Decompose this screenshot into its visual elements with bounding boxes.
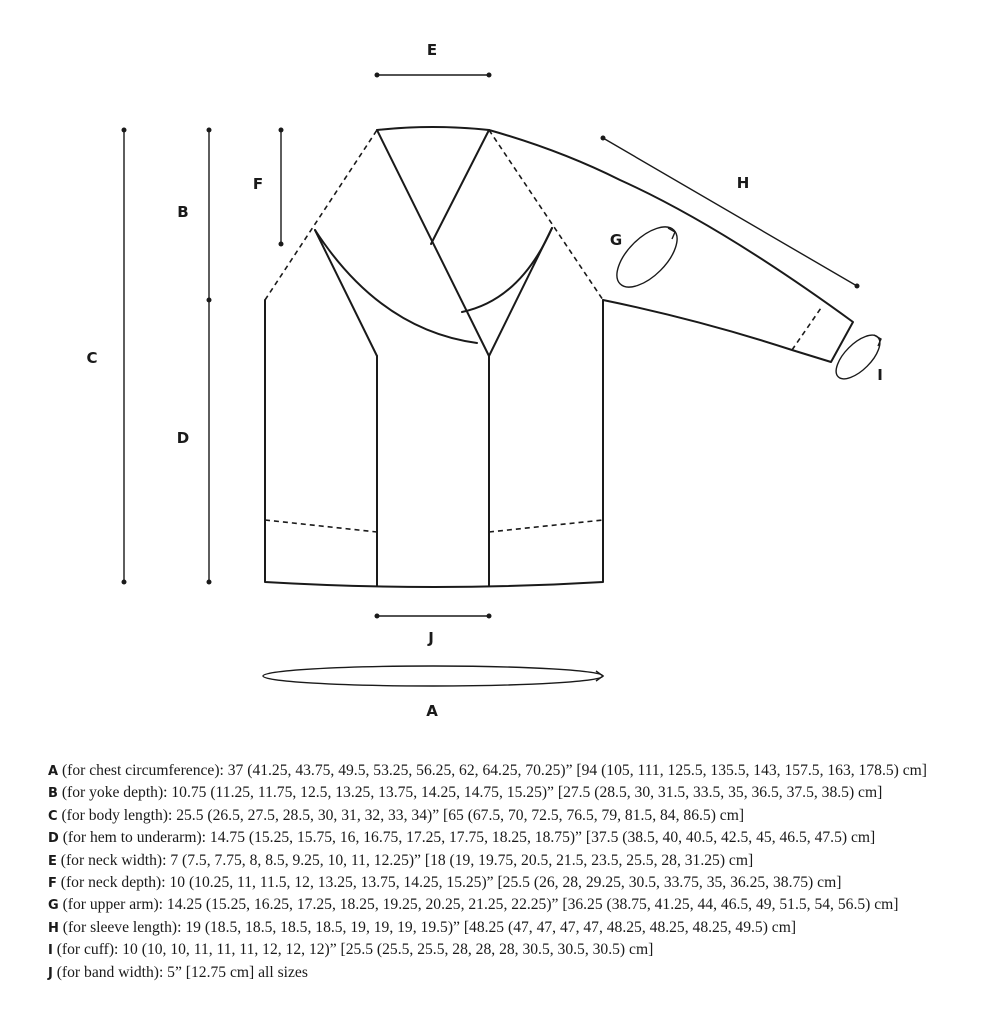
legend-text: (for sleeve length): 19 (18.5, 18.5, 18.5, 18.5, 19, 19, 19, 19.5)” [48.25 (47, 47, 47, 47, 48.25, 48.25, 48.25, 49.5) cm] [58,918,797,936]
label-E: E [426,41,438,59]
legend-item-A [48,760,968,782]
label-H: H [736,174,750,192]
cuff-line [792,308,821,350]
legend-text: (for body length): 25.5 (26.5, 27.5, 28.5, 30, 31, 32, 33, 34)” [65 (67.5, 70, 72.5, 76.5, 79, 81.5, 84, 86.5) cm] [57,806,745,824]
label-B: B [177,203,189,221]
legend-item-I [48,939,968,961]
legend-key: D [48,831,59,847]
legend-text: (for cuff): 10 (10, 10, 11, 11, 11, 12, 12, 12)” [25.5 (25.5, 25.5, 28, 28, 28, 30.5, 30.5, 30.5) cm] [52,941,654,959]
neck-back-curve [377,127,489,130]
legend-text: (for upper arm): 14.25 (15.25, 16.25, 17.25, 18.25, 19.25, 20.25, 21.25, 22.25)” [36.25 (38.75, 41.25, 44, 46.5, 49, 51.5, 54, 56.5) cm] [58,896,899,914]
label-D: D [176,429,190,447]
legend-key: H [48,920,59,936]
label-J: J [428,629,434,647]
legend-key: J [48,965,53,981]
legend-text: (for neck depth): 10 (10.25, 11, 11.5, 12, 13.25, 13.75, 14.25, 15.25)” [25.5 (26, 28, 29.25, 30.5, 33.75, 35, 36.25, 38.75) cm] [56,873,842,891]
legend-item-G [48,894,968,916]
legend-key: F [48,875,57,891]
legend-key: E [48,853,57,869]
legend-item-H [48,917,968,939]
legend-text: (for yoke depth): 10.75 (11.25, 11.75, 12.5, 13.25, 13.75, 14.25, 14.75, 15.25)” [27.5 (28.5, 30, 31.5, 33.5, 35, 36.5, 37.5, 38.5) cm] [57,784,883,802]
right-raglan-line [489,130,603,300]
right-hem-band-line [489,520,603,532]
chest-arrow-icon [596,671,603,681]
legend-item-F [48,872,968,894]
collar-right-outer [431,130,489,244]
legend-item-J [48,962,968,984]
legend-item-C [48,805,968,827]
measurement-legend [48,760,968,984]
legend-key: B [48,786,58,802]
left-hem-band-line [265,520,377,532]
shawl-curve-outer [315,230,477,343]
legend-item-D [48,827,968,849]
legend-key: A [48,764,59,779]
chest-circumference-ellipse [263,666,603,686]
label-A: A [426,702,438,720]
legend-text: (for chest circumference): 37 (41.25, 43.75, 49.5, 53.25, 56.25, 62, 64.25, 70.25)” [94 (105, 111, 125.5, 135.5, 143, 157.5, 163, 178.5) cm] [58,762,927,779]
dim-line-H [603,138,857,286]
label-F: F [252,175,264,193]
left-raglan-line [265,130,377,300]
legend-text: (for neck width): 7 (7.5, 7.75, 8, 8.5, 9.25, 10, 11, 12.25)” [18 (19, 19.75, 20.5, 21.5, 23.5, 25.5, 28, 31.25) cm] [56,851,754,869]
upper-arm-ellipse [607,217,688,298]
shawl-curve-inner [462,228,552,312]
label-C: C [86,349,98,367]
legend-key: C [48,808,58,824]
legend-key: I [48,943,53,959]
label-I: I [877,366,883,384]
legend-key: G [48,898,59,914]
legend-text: (for band width): 5” [12.75 cm] all sizes [52,963,308,981]
legend-text: (for hem to underarm): 14.75 (15.25, 15.75, 16, 16.75, 17.25, 17.75, 18.25, 18.75)” [37.5 (38.5, 40, 40.5, 42.5, 45, 46.5, 47.5) cm] [58,829,876,847]
legend-item-B [48,782,968,804]
label-G: G [609,231,623,249]
body-outline [265,300,603,587]
legend-item-E [48,850,968,872]
